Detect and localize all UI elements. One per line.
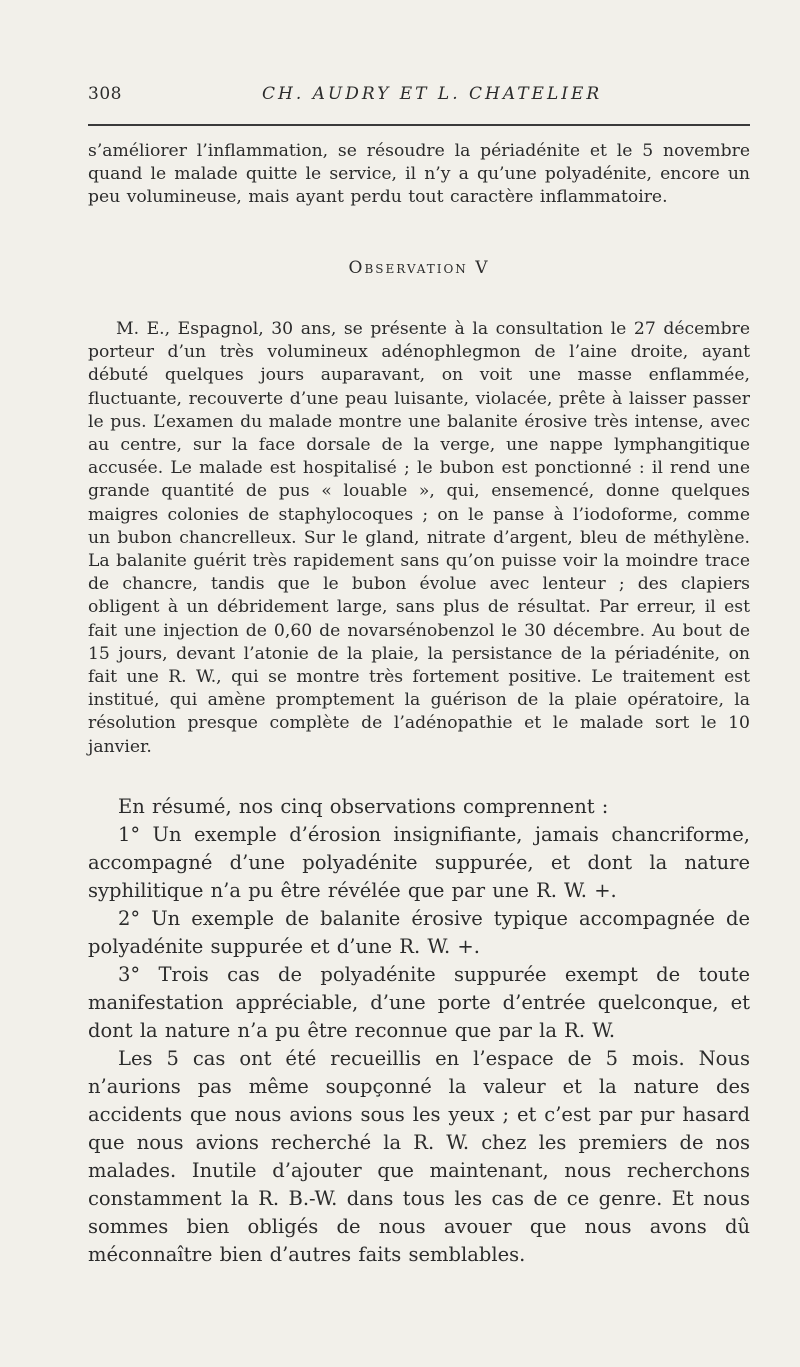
summary-section bbox=[88, 793, 750, 1269]
page-header bbox=[88, 84, 750, 114]
continued-paragraph: s’améliorer l’inflammation, se résoudre la périadénite et le 5 novembre quand le malade quitte le service, il n’y a qu’une polyadénite, encore un peu volumineuse, mais ayant perdu tout caractère inflammatoire. bbox=[88, 141, 750, 208]
summary-item: 1° Un exemple d’érosion insignifiante, jamais chancriforme, accompagné d’une polyadénite suppurée, et dont la nature syphilitique n’a pu être révélée que par une R. W. +. bbox=[88, 823, 750, 902]
observation-paragraph: M. E., Espagnol, 30 ans, se présente à la consultation le 27 décembre porteur d’un très volumineux adénophlegmon de l’aine droite, ayant débuté quelques jours auparavant, on voit une masse enflammée, fluctuante, recouverte d’une peau luisante, violacée, prête à laisser passer le pus. L’examen du malade montre une balanite érosive très intense, avec au centre, sur la face dorsale de la verge, une nappe lymphangitique accusée. Le malade est hospitalisé ; le bubon est ponctionné : il rend une grande quantité de pus « louable », qui, ensemencé, donne quelques maigres colonies de staphylocoques ; on le panse à l’iodoforme, comme un bubon chancrelleux. Sur le gland, nitrate d’argent, bleu de méthylène. La balanite guérit très rapidement sans qu’on puisse voir la moindre trace de chancre, tandis que le bubon évolue avec lenteur ; des clapiers obligent à un débridement large, sans plus de résultat. Par erreur, il est fait une injection de 0,60 de novarsénobenzol le 30 décembre. Au bout de 15 jours, devant l’atonie de la plaie, la persistance de la périadénite, on fait une R. W., qui se montre très fortement positive. Le traitement est institué, qui amène promptement la guérison de la plaie opératoire, la résolution presque complète de l’adénopathie et le malade sort le 10 janvier. bbox=[88, 319, 750, 757]
header-rule bbox=[88, 124, 750, 126]
observation-body bbox=[88, 318, 750, 759]
summary-intro: En résumé, nos cinq observations comprennent : bbox=[118, 795, 609, 818]
running-head: CH. AUDRY ET L. CHATELIER bbox=[262, 84, 603, 104]
summary-item: 2° Un exemple de balanite érosive typique accompagnée de polyadénite suppurée et d’une R. W. +. bbox=[88, 907, 750, 958]
observation-heading: Observation V bbox=[348, 258, 490, 278]
continued-paragraph-block bbox=[88, 140, 750, 210]
summary-item: 3° Trois cas de polyadénite suppurée exempt de toute manifestation appréciable, d’une porte d’entrée quelconque, et dont la nature n’a pu être reconnue que par la R. W. bbox=[88, 963, 750, 1042]
summary-conclusion: Les 5 cas ont été recueillis en l’espace de 5 mois. Nous n’aurions pas même soupçonné la valeur et la nature des accidents que nous avions sous les yeux ; et c’est par pur hasard que nous avions recherché la R. W. chez les premiers de nos malades. Inutile d’ajouter que maintenant, nous recherchons constamment la R. B.-W. dans tous les cas de ce genre. Et nous sommes bien obligés de nous avouer que nous avons dû méconnaître bien d’autres faits semblables. bbox=[88, 1047, 750, 1266]
page-number: 308 bbox=[88, 84, 122, 104]
